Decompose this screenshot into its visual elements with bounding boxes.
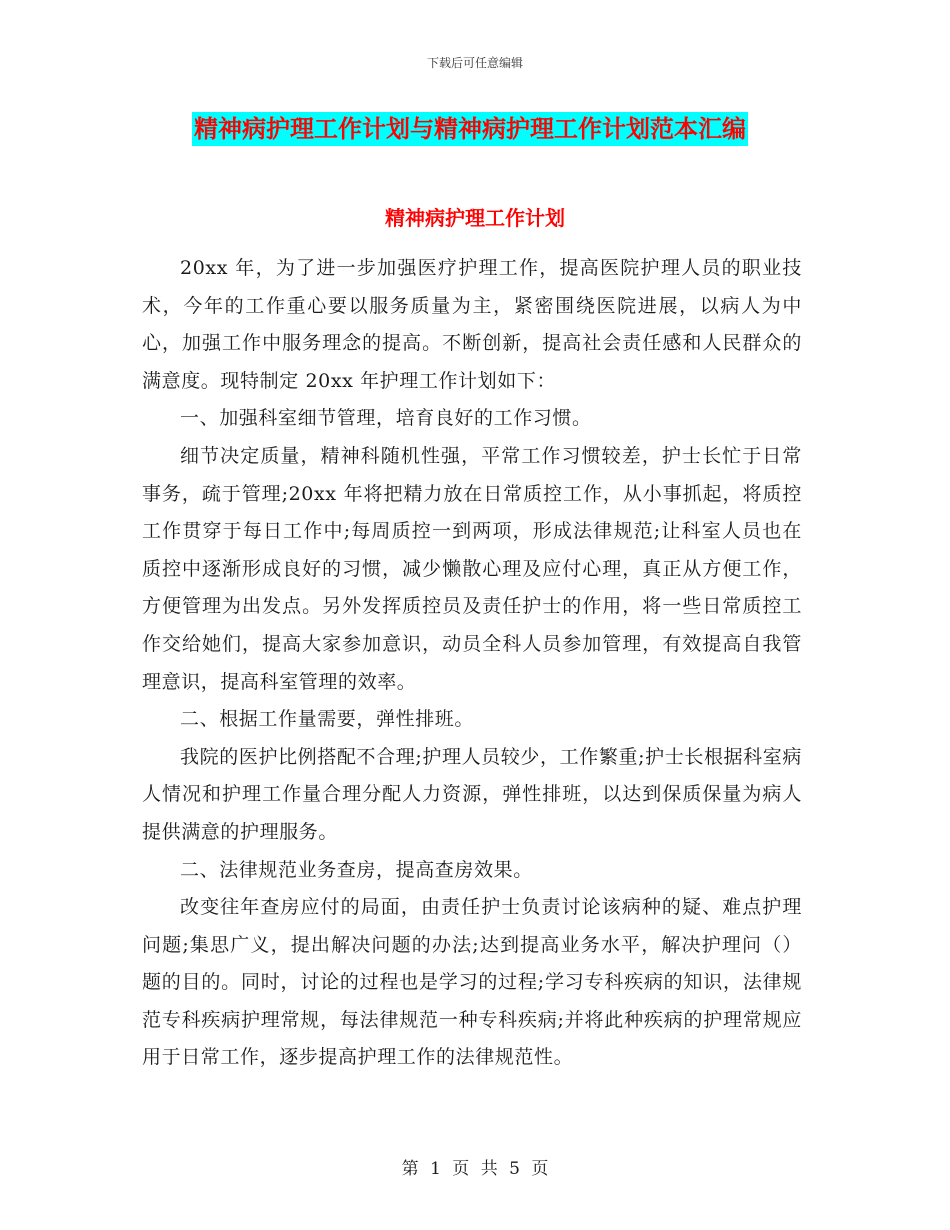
page-header-note: 下载后可任意编辑 <box>426 56 523 70</box>
section-title: 精神病护理工作计划 <box>385 206 565 230</box>
paragraph-heading-3: 二、法律规范业务查房，提高查房效果。 <box>180 858 533 881</box>
paragraph-ward-rounds: 改变往年查房应付的局面，由责任护士负责讨论该病种的疑、难点护理问题;集思广义，提出解决问题的办法;达到提高业务水平，解决护理问（）题的目的。同时，讨论的过程也是学习的过程;学习专科疾病的知识，法律规范专科疾病护理常规，每法律规范一种专科疾病;并将此种疾病的护理常规应用于日常工作，逐步提高护理工作的法律规范性。 <box>142 896 802 1069</box>
paragraph-heading-1: 一、加强科室细节管理，培育良好的工作习惯。 <box>180 407 592 430</box>
paragraph-detail-management: 细节决定质量，精神科随机性强，平常工作习惯较差，护士长忙于日常事务，疏于管理;20xx 年将把精力放在日常质控工作，从小事抓起，将质控工作贯穿于每日工作中;每周质控一到两项，形成法律规范;让科室人员也在质控中逐渐形成良好的习惯，减少懒散心理及应付心理，真正从方便工作，方便管理为出发点。另外发挥质控员及责任护士的作用，将一些日常质控工作交给她们，提高大家参加意识，动员全科人员参加管理，有效提高自我管理意识，提高科室管理的效率。 <box>142 444 802 693</box>
paragraph-intro: 20xx 年，为了进一步加强医疗护理工作，提高医院护理人员的职业技术，今年的工作重心要以服务质量为主，紧密围绕医院进展，以病人为中心，加强工作中服务理念的提高。不断创新，提高社会责任感和人民群众的满意度。现特制定 20xx 年护理工作计划如下： <box>142 257 802 392</box>
document-title: 精神病护理工作计划与精神病护理工作计划范本汇编 <box>192 112 748 146</box>
paragraph-heading-2: 二、根据工作量需要，弹性排班。 <box>180 708 475 731</box>
document-title-container <box>192 112 804 146</box>
paragraph-scheduling: 我院的医护比例搭配不合理;护理人员较少，工作繁重;护士长根据科室病人情况和护理工作量合理分配人力资源，弹性排班，以达到保质保量为病人提供满意的护理服务。 <box>142 745 802 843</box>
document-body <box>142 250 802 1077</box>
page-footer: 第 1 页 共 5 页 <box>401 1159 549 1179</box>
